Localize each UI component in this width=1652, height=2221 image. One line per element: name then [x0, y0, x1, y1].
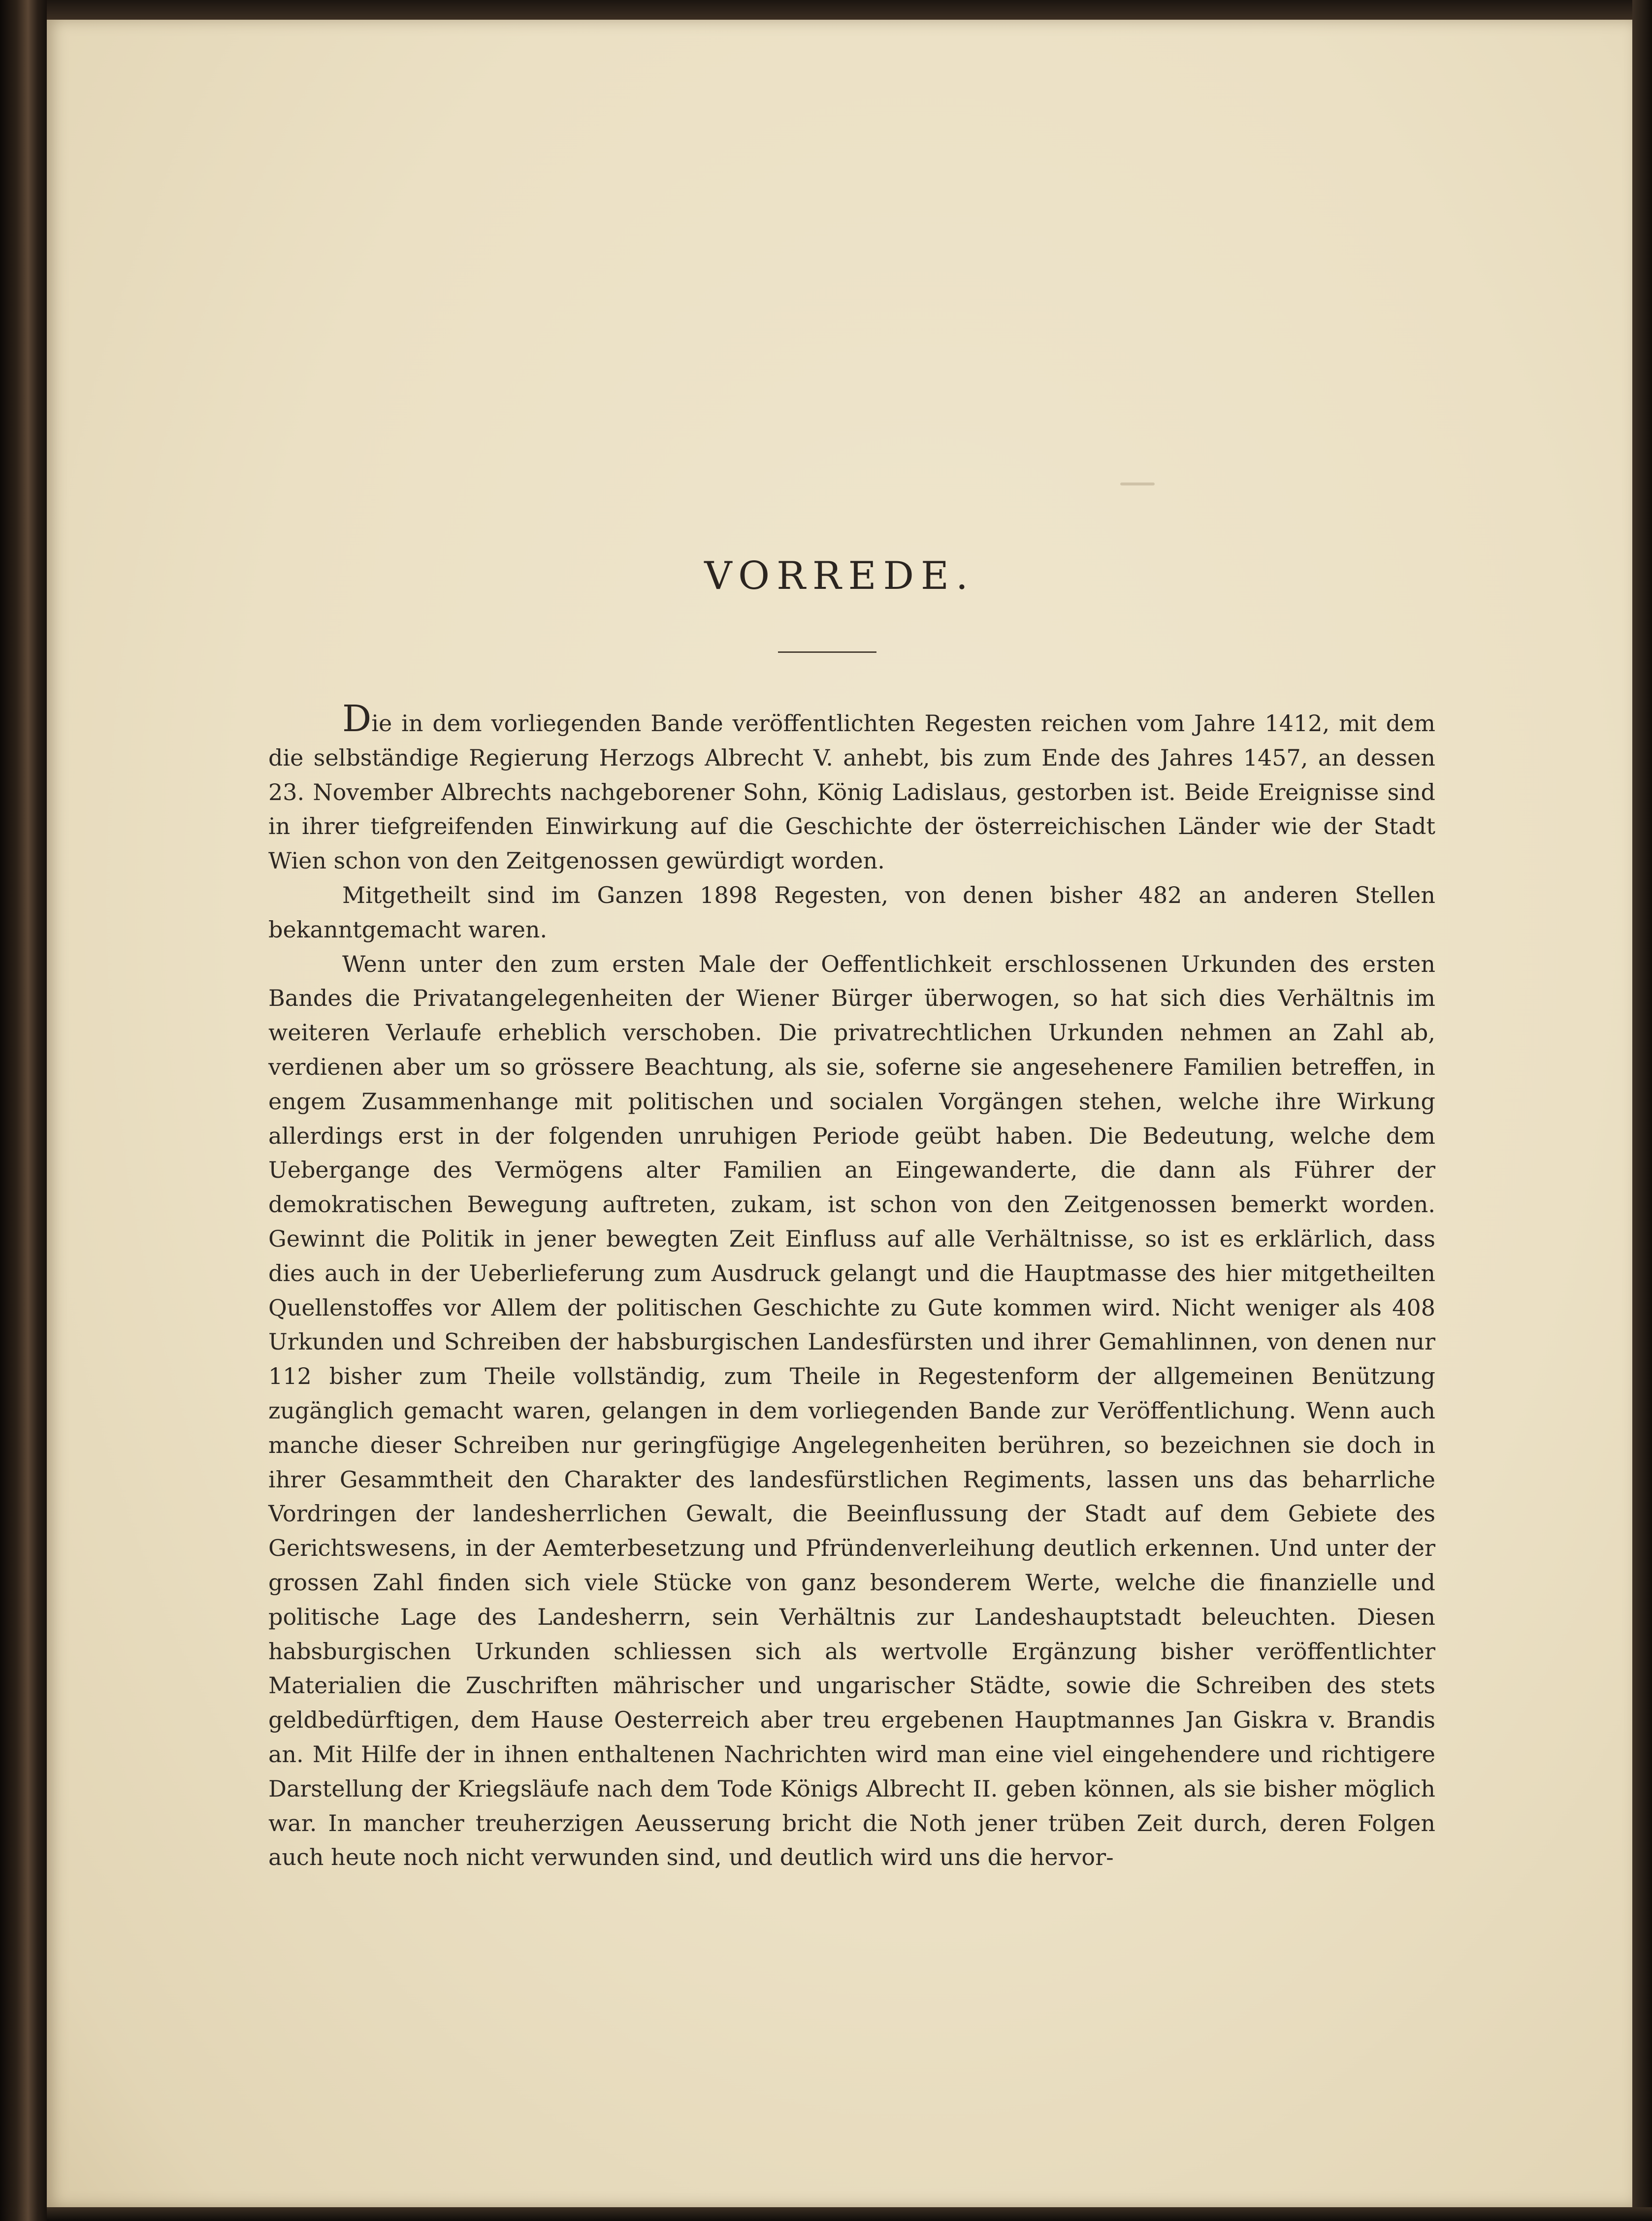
page-title: VORREDE.	[704, 554, 975, 598]
paper-page	[47, 20, 1632, 2207]
page-edge-right	[1632, 0, 1652, 2221]
drop-cap: D	[342, 698, 372, 740]
paragraph-2: Mitgetheilt sind im Ganzen 1898 Regesten, von denen bisher 482 an anderen Stellen bekanntgemacht waren.	[268, 881, 1435, 943]
paragraph-1	[268, 698, 1435, 878]
page-edge-bottom	[47, 2207, 1652, 2221]
title-divider	[778, 651, 876, 653]
paragraph-1-text: ie in dem vorliegenden Bande veröffentlichten Regesten reichen vom Jahre 1412, mit dem die selbständige Regierung Herzogs Albrecht V. anhebt, bis zum Ende des Jahres 1457, an dessen 23. November Albrechts nachgeborener Sohn, König Ladislaus, gestorben ist. Beide Ereignisse sind in ihrer tiefgreifenden Einwirkung auf die Geschichte der österreichischen Länder wie der Stadt Wien schon von den Zeitgenossen gewürdigt worden.	[268, 710, 1435, 874]
body-text	[268, 698, 1435, 1875]
page-edge-top	[47, 0, 1652, 20]
book-binding	[0, 0, 47, 2221]
paper-smudge	[1120, 483, 1155, 485]
paragraph-3: Wenn unter den zum ersten Male der Oeffentlichkeit erschlossenen Urkunden des ersten Bandes die Privatangelegenheiten der Wiener Bürger überwogen, so hat sich dies Verhältnis im weiteren Verlaufe erheblich verschoben. Die privatrechtlichen Urkunden nehmen an Zahl ab, verdienen aber um so grössere Beachtung, als sie, soferne sie angesehenere Familien betreffen, in engem Zusammenhange mit politischen und socialen Vorgängen stehen, welche ihre Wirkung allerdings erst in der folgenden unruhigen Periode geübt haben. Die Bedeutung, welche dem Uebergange des Vermögens alter Familien an Eingewanderte, die dann als Führer der demokratischen Bewegung auftreten, zukam, ist schon von den Zeitgenossen bemerkt worden. Gewinnt die Politik in jener bewegten Zeit Einfluss auf alle Verhältnisse, so ist es erklärlich, dass dies auch in der Ueberlieferung zum Ausdruck gelangt und die Hauptmasse des hier mitgetheilten Quellenstoffes vor Allem der politischen Geschichte zu Gute kommen wird. Nicht weniger als 408 Urkunden und Schreiben der habsburgischen Landesfürsten und ihrer Gemahlinnen, von denen nur 112 bisher zum Theile vollständig, zum Theile in Regestenform der allgemeinen Benützung zugänglich gemacht waren, gelangen in dem vorliegenden Bande zur Veröffentlichung. Wenn auch manche dieser Schreiben nur geringfügige Angelegenheiten berühren, so bezeichnen sie doch in ihrer Gesammtheit den Charakter des landesfürstlichen Regiments, lassen uns das beharrliche Vordringen der landesherrlichen Gewalt, die Beeinflussung der Stadt auf dem Gebiete des Gerichtswesens, in der Aemterbesetzung und Pfründenverleihung deutlich erkennen. Und unter der grossen Zahl finden sich viele Stücke von ganz besonderem Werte, welche die finanzielle und politische Lage des Landesherrn, sein Verhältnis zur Landeshauptstadt beleuchten. Diesen habsburgischen Urkunden schliessen sich als wertvolle Ergänzung bisher veröffentlichter Materialien die Zuschriften mährischer und ungarischer Städte, sowie die Schreiben des stets geldbedürftigen, dem Hause Oesterreich aber treu ergebenen Hauptmannes Jan Giskra v. Brandis an. Mit Hilfe der in ihnen enthaltenen Nachrichten wird man eine viel eingehendere und richtigere Darstellung der Kriegsläufe nach dem Tode Königs Albrecht II. geben können, als sie bisher möglich war. In mancher treuherzigen Aeusserung bricht die Noth jener trüben Zeit durch, deren Folgen auch heute noch nicht verwunden sind, und deutlich wird uns die hervor-	[268, 950, 1435, 1871]
